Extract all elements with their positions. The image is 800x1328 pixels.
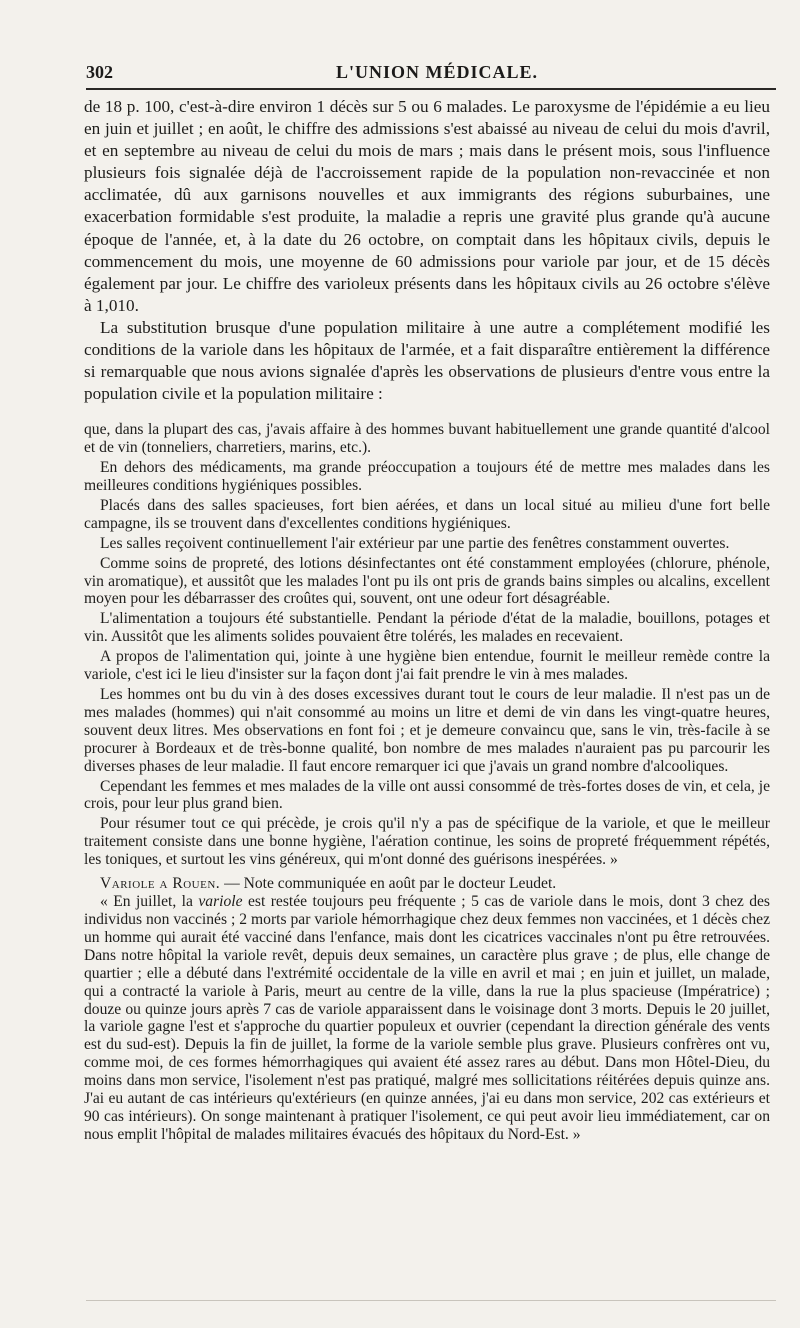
paragraph: de 18 p. 100, c'est-à-dire environ 1 décès sur 5 ou 6 malades. Le paroxysme de l'épidémie a eu lieu en juin et juillet ; en août, le chiffre des admissions s'est abaissé au niveau de celui du mois d'avril, et en septembre au niveau de celui du mois de mars ; mais dans le présent mois, sous l'influence plusieurs fois signalée déjà de l'accroissement rapide de la population non-revaccinée et non acclimatée, dû aux garnisons nouvelles et aux immigrants des régions suburbaines, une exacerbation formidable s'est produite, la maladie a repris une gravité plus grande qu'à aucune époque de l'année, et, à la date du 26 octobre, on comptait dans les hôpitaux civils, depuis le commencement du mois, une moyenne de 60 admissions pour variole par jour, et de 15 décès également par jour. Le chiffre des varioleux présents dans les hôpitaux civils au 26 octobre s'élève à 1,010. bbox=[84, 97, 770, 315]
page-number: 302 bbox=[86, 62, 113, 82]
paragraph: En dehors des médicaments, ma grande préoccupation a toujours été de mettre mes malades dans les meilleures conditions hygiéniques possibles. bbox=[84, 459, 770, 495]
text-run: « En juillet, la bbox=[100, 893, 199, 911]
section-heading bbox=[84, 875, 770, 893]
text-run: est restée toujours peu fréquente ; 5 cas de variole dans le mois, dont 3 chez des individus non vaccinés ; 2 morts par variole hémorrhagique chez deux femmes non vaccinées, et 1 décès chez un homme qui aurait été vacciné dans l'enfance, mais dont les cicatrices vaccinales n'ont pu être retrouvées. Dans notre hôpital la variole revêt, depuis deux semaines, un caractère plus grave ; de plus, elle change de quartier ; elle a débuté dans l'extrémité occidentale de la ville en avril et mai ; en juin et juillet, un malade, qui a contracté la variole à Paris, meurt au centre de la ville, dans la rue la plus spacieuse (Impératrice) ; douze ou quinze jours après 7 cas de variole apparaissent dans le voisinage dont 3 morts. Depuis le 20 juillet, la variole gagne l'est et s'approche du quartier populeux et ouvrier (cependant la direction générale des vents est du sud-est). Depuis la fin de juillet, la forme de la variole semble plus grave. Plusieurs confrères ont vu, comme moi, de ces formes hémorrhagiques qui avaient été assez rares au début. Dans mon Hôtel-Dieu, du moins dans mon service, l'isolement n'est pas pratiqué, malgré mes sollicitations réitérées depuis quinze ans. J'ai eu autant de cas intérieurs qu'extérieurs (en quinze années, j'ai eu dans mon service, 202 cas extérieurs et 90 cas intérieurs). On songe maintenant à pratiquer l'isolement, ce qui peut avoir lieu immédiatement, car on nous emplit l'hôpital de malades militaires évacués des hôpitaux du Nord-Est. » bbox=[84, 893, 771, 1143]
paragraph: Les hommes ont bu du vin à des doses excessives durant tout le cours de leur maladie. Il n'est pas un de mes malades (hommes) qui n'ait consommé au moins un litre et demi de vin dans les vingt-quatre heures, souvent deux litres. Mes observations en font foi ; et je demeure convaincu que, sans le vin, très-facile à se procurer à Bordeaux et de très-bonne qualité, bon nombre de mes malades n'auraient pas pu parcourir les diverses phases de leur maladie. Il faut encore remarquer ici que j'avais un grand nombre d'alcooliques. bbox=[84, 686, 770, 775]
page-header bbox=[86, 56, 776, 88]
section-title: Variole a Rouen. bbox=[100, 875, 221, 893]
section-subtitle: — Note communiquée en août par le docteur Leudet. bbox=[220, 875, 557, 893]
paragraph: Les salles reçoivent continuellement l'air extérieur par une partie des fenêtres constamment ouvertes. bbox=[100, 534, 730, 552]
quoted-report bbox=[84, 421, 770, 869]
article-body bbox=[84, 96, 770, 1144]
paragraph: Comme soins de propreté, des lotions désinfectantes ont été constamment employées (chlorure, phénole, vin aromatique), et aussitôt que les malades l'ont pu ils ont pris de grands bains simples ou alcalins, excellent moyen pour les débarrasser des croûtes qui, souvent, ont une odeur fort désagréable. bbox=[84, 554, 770, 608]
italic-term: variole bbox=[198, 893, 243, 911]
header-rule bbox=[86, 88, 776, 90]
paragraph: Pour résumer tout ce qui précède, je crois qu'il n'y a pas de spécifique de la variole, et que le meilleur traitement consiste dans une bonne hygiène, l'aération continue, les soins de propreté fréquemment répétés, les toniques, et surtout les vins généreux, qui m'ont donné des guérisons inespérées. » bbox=[84, 815, 770, 869]
running-title: L'UNION MÉDICALE. bbox=[336, 62, 539, 82]
paragraph: A propos de l'alimentation qui, jointe à une hygiène bien entendue, fournit le meilleur remède contre la variole, c'est ici le lieu d'insister sur la façon dont j'ai fait prendre le vin à mes malades. bbox=[84, 648, 770, 684]
paragraph: Cependant les femmes et mes malades de la ville ont aussi consommé de très-fortes doses de vin, et cela, je crois, pour leur plus grand bien. bbox=[84, 777, 770, 813]
paragraph: que, dans la plupart des cas, j'avais affaire à des hommes buvant habituellement une grande quantité d'alcool et de vin (tonneliers, charretiers, marins, etc.). bbox=[84, 421, 770, 457]
paragraph: Placés dans des salles spacieuses, fort bien aérées, et dans un local situé au milieu d'une fort belle campagne, ils se trouvent dans d'excellentes conditions hygiéniques. bbox=[84, 496, 770, 532]
paragraph bbox=[84, 893, 770, 1144]
paragraph: La substitution brusque d'une population militaire à une autre a complétement modifié les conditions de la variole dans les hôpitaux de l'armée, et a fait disparaître entièrement la différence si remarquable que nous avions signalée d'après les observations de plusieurs d'entre vous entre la population civile et la population militaire : bbox=[84, 317, 770, 404]
paragraph: L'alimentation a toujours été substantielle. Pendant la période d'état de la maladie, bouillons, potages et vin. Aussitôt que les aliments solides pouvaient être tolérés, les malades en recevaient. bbox=[84, 610, 770, 646]
footer-rule bbox=[86, 1300, 776, 1301]
